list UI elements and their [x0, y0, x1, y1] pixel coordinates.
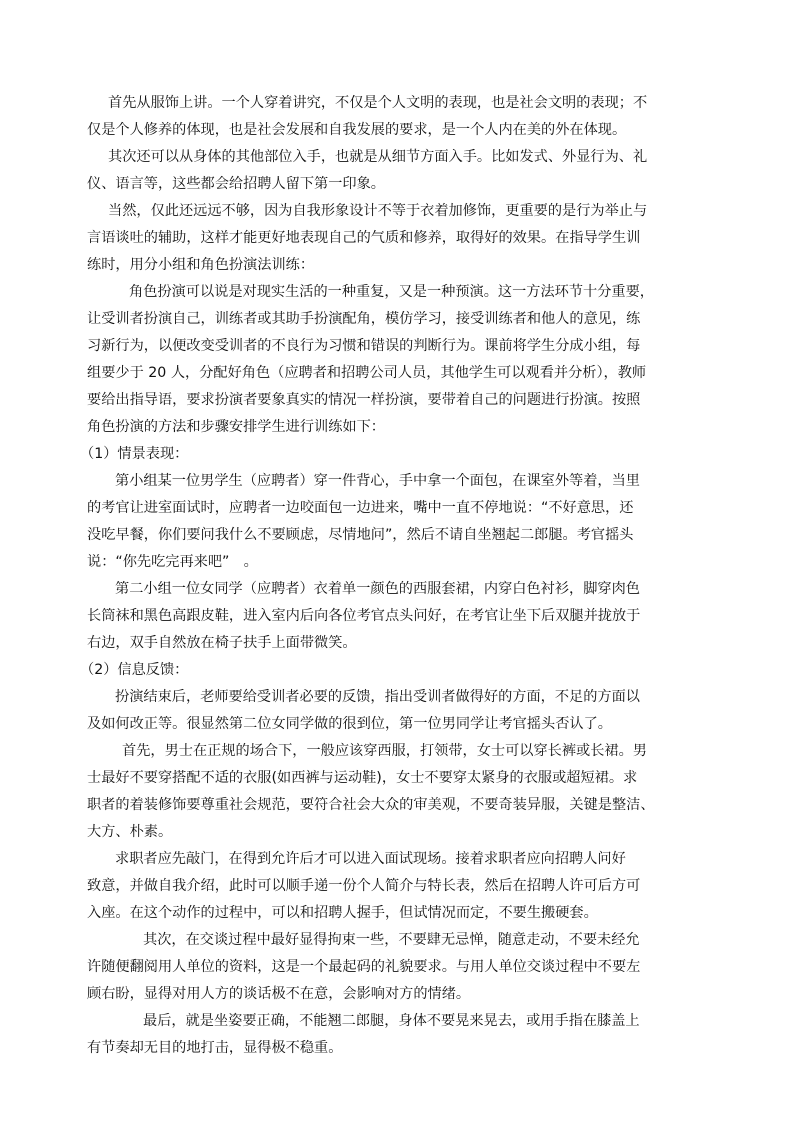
text-line: 要给出指导语，要求扮演者要象真实的情况一样扮演，要带着自己的问题进行扮演。按照: [87, 392, 641, 408]
text-line: 入座。在这个动作的过程中，可以和招聘人握手，但试情况而定，不要生搬硬套。: [87, 905, 598, 921]
text-line: 角色扮演的方法和步骤安排学生进行训练如下：: [87, 419, 385, 435]
paragraph-role-play: [87, 279, 709, 441]
text-line: 首先从服饰上讲。一个人穿着讲究，不仅是个人文明的表现，也是社会文明的表现；不: [108, 95, 648, 111]
paragraph-conversation: [87, 927, 709, 1008]
paragraph-details: [87, 144, 709, 198]
paragraph-feedback: [87, 684, 709, 738]
text-line: 第二小组一位女同学（应聘者）衣着单一颜色的西服套裙，内穿白色衬衫，脚穿肉色: [115, 581, 640, 597]
text-line: 让受训者扮演自己，训练者或其助手扮演配角，模仿学习，接受训练者和他人的意见，练: [87, 311, 641, 327]
section-heading-scenario: [80, 441, 702, 468]
paragraph-clothing: [87, 90, 709, 144]
paragraph-scenario-male: [87, 468, 709, 576]
text-line: 第小组某一位男学生（应聘者）穿一件背心，手中拿一个面包，在课室外等着，当里: [115, 473, 640, 489]
paragraph-entrance: [87, 846, 709, 927]
text-line: 当然，仅此还远远不够，因为自我形象设计不等于衣着加修饰，更重要的是行为举止与: [108, 203, 648, 219]
text-line: 致意，并做自我介绍，此时可以顺手递一份个人简介与特长表，然后在招聘人许可后方可: [87, 878, 641, 894]
text-line: 及如何改正等。很显然第二位女同学做的很到位，第一位男同学让考官摇头否认了。: [87, 716, 612, 732]
text-line: 大方、朴素。: [87, 824, 173, 840]
text-line: 顾右盼，显得对用人方的谈话极不在意，会影响对方的情绪。: [87, 986, 471, 1002]
text-line: 扮演结束后，老师要给受训者必要的反馈，指出受训者做得好的方面，不足的方面以: [115, 689, 640, 705]
text-line: 职者的着装修饰要尊重社会规范，要符合社会大众的审美观，不要奇装异服，关键是整洁、: [87, 797, 655, 813]
text-line: 右边，双手自然放在椅子扶手上面带微笑。: [87, 635, 357, 651]
text-line: 仅是个人修养的体现，也是社会发展和自我发展的要求，是一个人内在美的外在体现。: [87, 122, 627, 138]
text-line: 其次，在交谈过程中最好显得拘束一些，不要肆无忌惮，随意走动，不要未经允: [143, 932, 640, 948]
text-line: 许随便翻阅用人单位的资料，这是一个最起码的礼貌要求。与用人单位交谈过程中不要左: [87, 959, 641, 975]
text-line: 士最好不要穿搭配不适的衣服(如西裤与运动鞋)，女士不要穿太紧身的衣服或超短裙。求: [87, 770, 638, 786]
text-line: 言语谈吐的辅助，这样才能更好地表现自己的气质和修养，取得好的效果。在指导学生训: [87, 230, 641, 246]
paragraph-scenario-female: [87, 576, 709, 657]
text-line: 说：“你先吃完再来吧” 。: [87, 554, 258, 570]
paragraph-behavior: [87, 198, 709, 279]
paragraph-posture: [87, 1008, 709, 1062]
text-line: 习新行为，以便改变受训者的不良行为习惯和错误的判断行为。课前将学生分成小组，每: [87, 338, 641, 354]
text-line: 有节奏却无目的地打击，显得极不稳重。: [87, 1040, 343, 1056]
section-heading-feedback: [80, 657, 702, 684]
text-line: 的考官让进室面试时，应聘者一边咬面包一边进来，嘴中一直不停地说：“不好意思，还: [87, 500, 634, 516]
text-line: （2）信息反馈：: [80, 662, 189, 678]
text-line: 组要少于 20 人，分配好角色（应聘者和招聘公司人员，其他学生可以观看并分析），教师: [87, 365, 647, 381]
paragraph-dress-code: [87, 738, 709, 846]
text-line: 其次还可以从身体的其他部位入手，也就是从细节方面入手。比如发式、外显行为、礼: [108, 149, 648, 165]
text-line: 求职者应先敲门，在得到允许后才可以进入面试现场。接着求职者应向招聘人问好: [115, 851, 626, 867]
text-line: 最后，就是坐姿要正确，不能翘二郎腿，身体不要晃来晃去，或用手指在膝盖上: [143, 1013, 640, 1029]
text-line: 仪、语言等，这些都会给招聘人留下第一印象。: [87, 176, 385, 192]
text-line: 角色扮演可以说是对现实生活的一种重复，又是一种预演。这一方法环节十分重要，: [129, 284, 654, 300]
text-line: 没吃早餐，你们要问我什么不要顾虑，尽情地问”，然后不请自坐翘起二郎腿。考官摇头: [87, 527, 634, 543]
text-line: （1）情景表现：: [80, 446, 189, 462]
text-line: 首先，男士在正规的场合下，一般应该穿西服，打领带，女士可以穿长裤或长裙。男: [122, 743, 647, 759]
text-line: 长筒袜和黑色高跟皮鞋，进入室内后向各位考官点头问好，在考官让坐下后双腿并拢放于: [87, 608, 641, 624]
text-line: 练时，用分小组和角色扮演法训练：: [87, 257, 315, 273]
